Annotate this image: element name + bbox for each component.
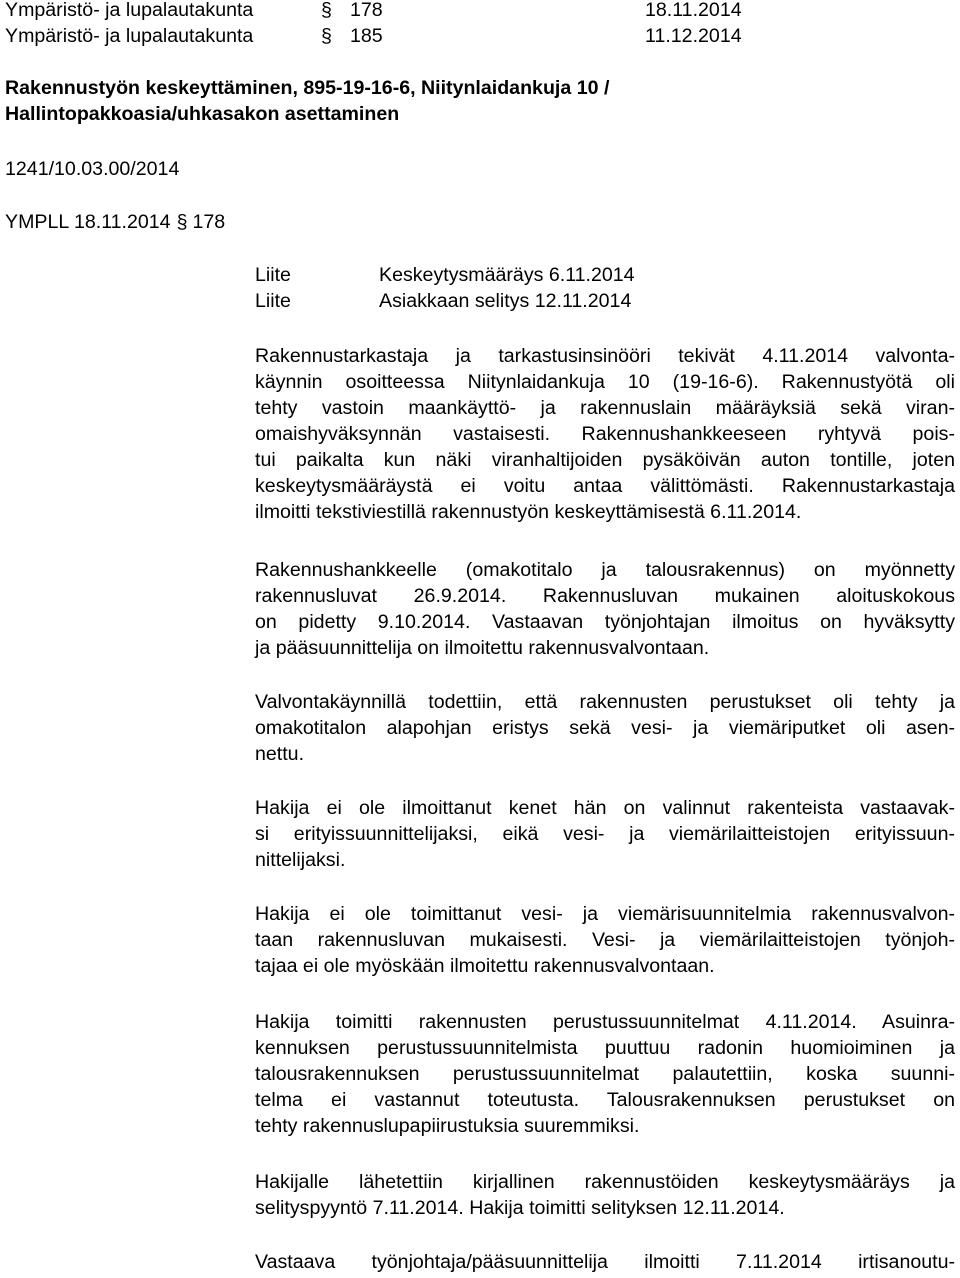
body-paragraph	[255, 557, 955, 661]
case-title	[5, 75, 745, 127]
body-paragraph	[255, 1169, 955, 1221]
meeting-date: 11.12.2014	[645, 25, 742, 47]
attachment-title: Keskeytysmääräys 6.11.2014	[379, 264, 635, 286]
paragraph-line: selityspyyntö 7.11.2014. Hakija toimitti selityksen 12.11.2014.	[255, 1197, 785, 1219]
paragraph-line: tehty vastoin maankäyttö- ja rakennuslain määräyksiä sekä viran-	[255, 397, 955, 419]
committee-name: Ympäristö- ja lupalautakunta	[5, 0, 254, 21]
body-paragraph	[255, 1249, 955, 1275]
paragraph-line: keskeytysmääräystä ei voitu antaa välittömästi. Rakennustarkastaja	[255, 475, 955, 497]
attachment-label: Liite	[255, 264, 291, 286]
paragraph-line: ja pääsuunnittelija on ilmoitettu rakennusvalvontaan.	[255, 637, 710, 659]
reference-prefix: YMPLL 18.11.2014	[5, 211, 171, 233]
paragraph-line: si erityissuunnittelijaksi, eikä vesi- ja viemärilaitteistojen erityissuun-	[255, 823, 955, 845]
diary-number: 1241/10.03.00/2014	[5, 158, 180, 180]
section-sign: §	[176, 211, 188, 233]
body-paragraph	[255, 901, 955, 979]
body-paragraph	[255, 689, 955, 767]
attachment-title: Asiakkaan selitys 12.11.2014	[379, 290, 632, 312]
paragraph-line: käynnin osoitteessa Niitynlaidankuja 10 (19-16-6). Rakennustyötä oli	[255, 371, 955, 393]
paragraph-line: Hakija ei ole ilmoittanut kenet hän on valinnut rakenteista vastaavak-	[255, 797, 955, 819]
paragraph-line: omaishyväksynnän vastaisesti. Rakennushankkeeseen ryhtyvä pois-	[255, 423, 955, 445]
body-paragraph	[255, 795, 955, 873]
paragraph-line: ilmoitti tekstiviestillä rakennustyön keskeyttämisestä 6.11.2014.	[255, 501, 802, 523]
paragraph-line: Hakija toimitti rakennusten perustussuunnitelmat 4.11.2014. Asuinra-	[255, 1011, 955, 1033]
reference-number: 178	[192, 211, 226, 233]
paragraph-line: nettu.	[255, 743, 305, 765]
body-paragraph	[255, 343, 955, 525]
paragraph-line: tehty rakennuslupapiirustuksia suuremmiksi.	[255, 1115, 640, 1137]
attachment-label: Liite	[255, 290, 291, 312]
paragraph-line: Valvontakäynnillä todettiin, että rakennusten perustukset oli tehty ja	[255, 691, 955, 713]
body-paragraph	[255, 1009, 955, 1139]
section-number: 178	[350, 0, 383, 21]
paragraph-line: Hakija ei ole toimittanut vesi- ja viemärisuunnitelmia rakennusvalvon-	[255, 903, 955, 925]
paragraph-line: on pidetty 9.10.2014. Vastaavan työnjohtajan ilmoitus on hyväksytty	[255, 611, 955, 633]
case-title-line: Hallintopakkoasia/uhkasakon asettaminen	[5, 103, 400, 125]
paragraph-line: Rakennushankkeelle (omakotitalo ja talousrakennus) on myönnetty	[255, 559, 955, 581]
section-sign: §	[321, 25, 332, 47]
paragraph-line: nittelijaksi.	[255, 849, 346, 871]
paragraph-line: Rakennustarkastaja ja tarkastusinsinööri tekivät 4.11.2014 valvonta-	[255, 345, 955, 367]
case-title-line: Rakennustyön keskeyttäminen, 895-19-16-6, Niitynlaidankuja 10 /	[5, 77, 610, 99]
meeting-reference	[5, 209, 225, 235]
committee-name: Ympäristö- ja lupalautakunta	[5, 25, 254, 47]
paragraph-line: talousrakennuksen perustussuunnitelmat palautettiin, koska suunni-	[255, 1063, 955, 1085]
paragraph-line: tui paikalta kun näki viranhaltijoiden pysäköivän auton tontille, joten	[255, 449, 955, 471]
section-number: 185	[350, 25, 383, 47]
paragraph-line: omakotitalon alapohjan eristys sekä vesi- ja viemäriputket oli asen-	[255, 717, 955, 739]
paragraph-line: rakennusluvat 26.9.2014. Rakennusluvan mukainen aloituskokous	[255, 585, 955, 607]
paragraph-line: tajaa ei ole myöskään ilmoitettu rakennusvalvontaan.	[255, 955, 715, 977]
section-sign: §	[321, 0, 332, 21]
meeting-date: 18.11.2014	[645, 0, 742, 21]
paragraph-line: Hakijalle lähetettiin kirjallinen rakennustöiden keskeytysmääräys ja	[255, 1171, 955, 1193]
paragraph-line: taan rakennusluvan mukaisesti. Vesi- ja viemärilaitteistojen työnjoh-	[255, 929, 955, 951]
paragraph-line: Vastaava työnjohtaja/pääsuunnittelija ilmoitti 7.11.2014 irtisanoutu-	[255, 1251, 955, 1273]
paragraph-line: kennuksen perustussuunnitelmista puuttuu radonin huomioiminen ja	[255, 1037, 955, 1059]
paragraph-line: telma ei vastannut toteutusta. Talousrakennuksen perustukset on	[255, 1089, 955, 1111]
